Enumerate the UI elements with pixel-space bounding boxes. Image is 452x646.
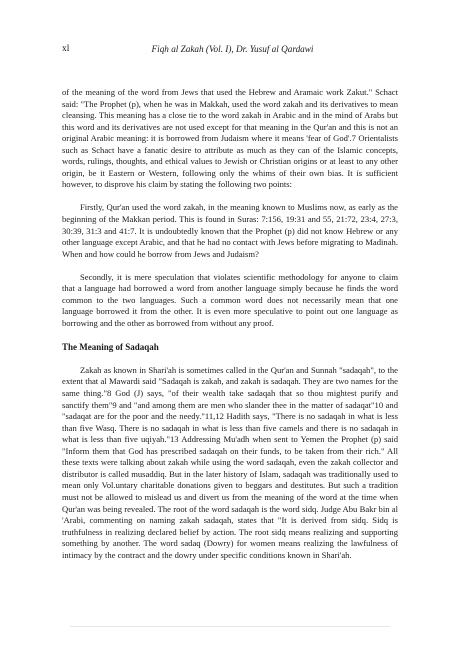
paragraph-1: of the meaning of the word from Jews that used the Hebrew and Aramaic work Zakut." Schact said: "The Prophet (p), when he was in Makkah, used the word zakah and its derivatives to mean cleansing. This meaning has a close tie to the word zakah in Arabic and in the mind of Arabs but this word and its derivatives are not used except for that meaning in the Qur'an and this is not an original Arabic meaning: it is borrowed from Judaism where it means 'fear of God'.7 Orientalists such as Schact have a fanatic desire to attribute as much as they can of the Islamic concepts, words, rulings, thoughts, and ethical values to Jewish or Christian origins or at least to any other origin, be it Eastern or Western, following only the whims of their own bias. It is sufficient however, to disprove his claim by stating the following two points: <box>62 87 398 190</box>
bottom-edge-rule <box>70 626 390 627</box>
page-number: xl <box>62 44 70 54</box>
paragraph-2: Firstly, Qur'an used the word zakah, in the meaning known to Muslims now, as early as the beginning of the Makkan period. This is found in Suras: 7:156, 19:31 and 55, 21:72, 23:4, 27:3, 30:39, 31:3 and 41:7. It is undoubtedly known that the Prophet (p) did not know Hebrew or any other language except Arabic, and that he had no contact with Jews before migrating to Madinah. When and how could he borrow from Jews and Judaism? <box>62 202 398 259</box>
section-heading: The Meaning of Sadaqah <box>62 342 159 353</box>
body-text <box>62 87 398 561</box>
running-title: Fiqh al Zakah (Vol. I), Dr. Yusuf al Qardawi <box>151 44 314 54</box>
paragraph-3: Secondly, it is mere speculation that violates scientific methodology for anyone to claim that a language had borrowed a word from another language simply because he finds the word common to the two languages. Such a common word does not necessarily mean that one language borrowed it from the other. It is even more speculative to point out one language as borrowing and the other as borrowed from without any proof. <box>62 271 398 328</box>
paragraph-4: Zakah as known in Shari'ah is sometimes called in the Qur'an and Sunnah "sadaqah", to the extent that al Mawardi said "Sadaqah is zakah, and zakah is sadaqah. They are two names for the same thing."8 God (J) says, "of their wealth take sadaqah that so thou mightest purify and sanctify them"9 and "and among them are men who slander thee in the matter of sadaqat"10 and "sadaqat are for the poor and the needy."11,12 Hadith says, "There is no sadaqah in what is less than five Wasq. There is no sadaqah in what is less than five camels and there is no sadaqah in what is less than five uqiyah."13 Addressing Mu'adh when sent to Yemen the Prophet (p) said "Inform them that God has prescribed sadaqah on their funds, to be taken from their rich." All these texts were talking about zakah while using the word sadaqah, even the zakah collector and distributor is called musaddiq. But in the later history of Islam, sadaqah was traditionally used to mean only Vol.untary charitable donations given to beggars and destitutes. But such a tradition must not be allowed to mislead us and divert us from the meaning of the word at the time when Qur'an was being revealed. The root of the word sadaqah is the word sidq. Judge Abu Bakr bin al 'Arabi, commenting on naming zakah sadaqah, states that "It is derived from sidq. Sidq is truthfulness in realizing declared belief by action. The root sidq means realizing and supporting something by another. The word sadaq (Dowry) for women means realizing the lawfulness of intimacy by the contract and the dowry under specific conditions known in Shari'ah. <box>62 364 398 560</box>
